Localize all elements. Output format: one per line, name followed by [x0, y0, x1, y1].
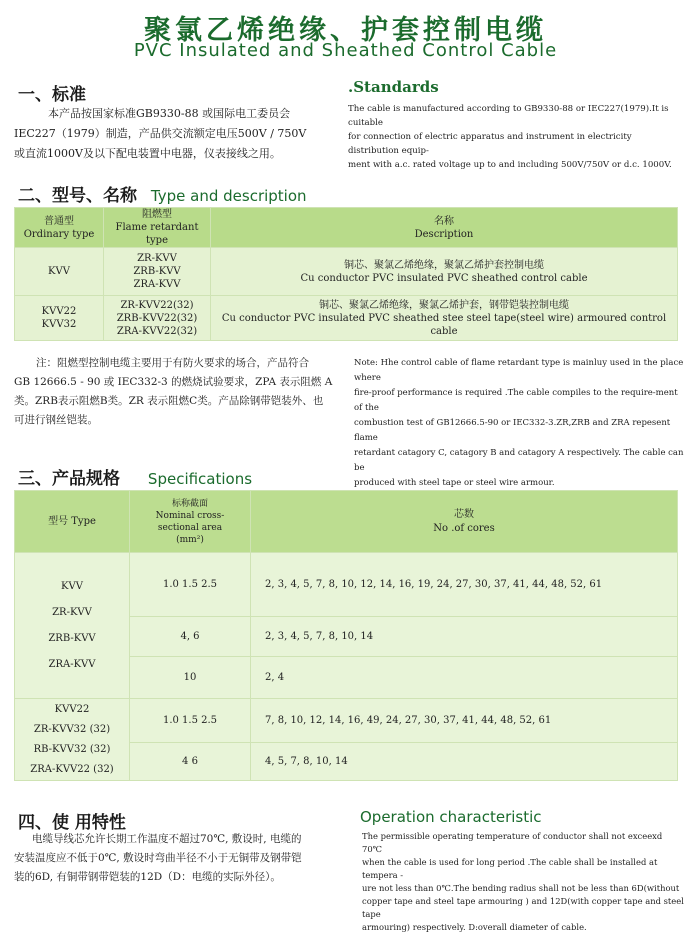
header-label: 名称 — [434, 215, 454, 227]
cell-line: RB-KVV32 (32) — [33, 743, 111, 755]
text-line: GB 12666.5 - 90 或 IEC332-3 的燃烧试验要求，ZPA 表示阻燃 A — [14, 376, 333, 388]
cell-area: 1.0 1.5 2.5 — [130, 699, 251, 743]
cell-ordinary: KVV — [15, 248, 104, 296]
cell-area: 4 6 — [130, 743, 251, 781]
page-subtitle: PVC Insulated and Sheathed Control Cable — [133, 40, 558, 61]
cell-line: ZRB-KVV — [48, 632, 96, 644]
text-line: copper tape and steel tape armouring ) and 12D(with copper tape and steel tape — [362, 896, 684, 919]
header-cores — [251, 491, 678, 553]
operation-heading-en: Operation characteristic — [360, 808, 542, 826]
table-header-row — [15, 208, 678, 248]
page-title: 聚氯乙烯绝缘、护套控制电缆 — [144, 15, 547, 46]
header-label: 标称截面 — [171, 498, 208, 509]
cell-line: KVV22 — [41, 306, 77, 317]
header-area — [130, 491, 251, 553]
cell-line: KVV22 — [54, 703, 90, 715]
header-label: Flame retardant type — [115, 222, 199, 246]
cell-area: 4, 6 — [130, 617, 251, 657]
cell-flame — [104, 296, 211, 341]
text-line: ment with a.c. rated voltage up to and including 500V/750V or d.c. 1000V. — [348, 160, 672, 170]
text-line: armouring) respectively. D:overall diameter of cable. — [362, 922, 587, 932]
text-line: combustion test of GB12666.5-90 or IEC332-3.ZR,ZRB and ZRA repesent flame — [354, 418, 671, 443]
cell-flame — [104, 248, 211, 296]
table-row — [15, 296, 678, 341]
text-line: IEC227（1979）制造，产品供交流额定电压500V / 750V — [14, 127, 307, 140]
text-line: The cable is manufactured according to GB9330-88 or IEC227(1979).It is cuitable — [348, 104, 669, 128]
text-line: retardant catagory C, catagory B and catagory A respectively. The cable can be — [354, 448, 684, 473]
cell-line: ZR-KVV32 (32) — [33, 723, 111, 735]
text-line: for connection of electric apparatus and instrument in electricity distribution equip- — [348, 132, 632, 156]
header-description — [211, 208, 678, 248]
text-line: 类。ZRB表示阻燃B类。ZR 表示阻燃C类。产品除钢带铠装外、也 — [14, 395, 324, 407]
header-label: 芯数 — [454, 508, 474, 520]
header-label: 普通型 — [44, 215, 74, 227]
cell-cores: 2, 3, 4, 5, 7, 8, 10, 14 — [251, 617, 678, 657]
types-note-en — [354, 356, 684, 491]
cell-line: Cu conductor PVC insulated PVC sheathed stee steel tape(steel wire) armoured control cable — [221, 312, 667, 337]
text-line: ure not less than 0℃.The bending radius shall not be less than 6D(without — [362, 883, 680, 893]
cell-ordinary — [15, 296, 104, 341]
cell-line: Cu conductor PVC insulated PVC sheathed control cable — [300, 272, 588, 284]
text-line: 注：阻燃型控制电缆主要用于有防火要求的场合，产品符合 — [36, 357, 309, 369]
header-ordinary — [15, 208, 104, 248]
header-label: sectional area — [157, 522, 223, 533]
cell-cores: 2, 4 — [251, 657, 678, 699]
operation-heading: 四、使 用特性 — [18, 813, 126, 833]
header-flame — [104, 208, 211, 248]
cell-line: ZR-KVV — [52, 606, 92, 618]
operation-text-en — [362, 830, 684, 934]
text-line: Note: Hhe control cable of flame retardant type is mainluy used in the place where — [354, 358, 684, 383]
specs-heading-en: Specifications — [147, 470, 253, 488]
text-line: produced with steel tape or steel wire armour. — [354, 478, 555, 488]
specs-table — [14, 490, 678, 781]
text-line: fire-proof performance is required .The cable compiles to the require-ment of the — [354, 388, 678, 413]
types-heading-en: Type and description — [150, 187, 307, 205]
cell-line: ZRB-KVV — [133, 266, 181, 277]
text-line: The permissible operating temperature of conductor shall not exceexd 70℃ — [362, 831, 663, 854]
cell-line: ZR-KVV — [137, 253, 177, 264]
table-row — [15, 699, 678, 743]
standards-text-en — [348, 102, 678, 172]
header-label: (mm²) — [176, 534, 204, 545]
text-line: 安装温度应不低于0℃, 敷设时弯曲半径不小于无铜带及钢带铠 — [14, 852, 302, 864]
header-label: No .of cores — [433, 522, 495, 534]
header-type: 型号 Type — [15, 491, 130, 553]
types-heading — [18, 181, 307, 206]
text-line: 可进行钢丝铠装。 — [14, 414, 98, 426]
table-row — [15, 553, 678, 617]
cell-line: ZRA-KVV22 (32) — [30, 763, 114, 775]
cell-area: 10 — [130, 657, 251, 699]
specs-heading-cn: 三、产品规格 — [18, 469, 120, 489]
cell-description — [211, 248, 678, 296]
standards-heading: 一、标准 — [18, 85, 86, 105]
standards-text-cn — [14, 104, 334, 164]
cell-line: 铜芯、聚氯乙烯绝缘，聚氯乙烯护套控制电缆 — [344, 259, 544, 271]
cell-line: ZR-KVV22(32) — [120, 299, 194, 311]
text-line: 装的6D, 有铜带钢带铠装的12D（D：电缆的实际外径）。 — [14, 871, 281, 883]
types-table — [14, 207, 678, 341]
cell-description — [211, 296, 678, 341]
cell-line: ZRA-KVV22(32) — [116, 325, 198, 337]
cell-types-group1 — [15, 553, 130, 699]
text-line: 本产品按国家标准GB9330-88 或国际电工委员会 — [48, 107, 291, 120]
types-heading-cn: 二、型号、名称 — [18, 186, 137, 206]
table-row — [15, 248, 678, 296]
standards-heading-en: .Standards — [348, 78, 439, 96]
cell-area: 1.0 1.5 2.5 — [130, 553, 251, 617]
cell-cores: 2, 3, 4, 5, 7, 8, 10, 12, 14, 16, 19, 24, 27, 30, 37, 41, 44, 48, 52, 61 — [251, 553, 678, 617]
cell-line: ZRB-KVV22(32) — [116, 312, 198, 324]
specs-heading — [18, 464, 252, 489]
header-label: Description — [414, 228, 474, 240]
text-line: 电缆导线芯允许长期工作温度不超过70℃, 敷设时, 电缆的 — [32, 833, 302, 845]
text-line: when the cable is used for long period .The cable shall be installed at tempera - — [362, 857, 658, 880]
cell-cores: 7, 8, 10, 12, 14, 16, 49, 24, 27, 30, 37, 41, 44, 48, 52, 61 — [251, 699, 678, 743]
header-label: Ordinary type — [23, 228, 95, 240]
table-header-row — [15, 491, 678, 553]
cell-line: ZRA-KVV — [48, 658, 96, 670]
cell-line: KVV — [61, 580, 83, 592]
cell-types-group2 — [15, 699, 130, 781]
operation-text-cn — [14, 830, 354, 887]
types-note-cn — [14, 354, 344, 430]
cell-line: KVV32 — [41, 319, 77, 330]
header-label: 阻燃型 — [142, 209, 172, 220]
cell-line: ZRA-KVV — [133, 279, 181, 290]
cell-cores: 4, 5, 7, 8, 10, 14 — [251, 743, 678, 781]
cell-line: 铜芯、聚氯乙烯绝缘，聚氯乙烯护套，钢带铠装控制电缆 — [319, 299, 569, 311]
text-line: 或直流1000V及以下配电装置中电器，仪表接线之用。 — [14, 147, 281, 160]
header-label: Nominal cross- — [155, 510, 225, 521]
